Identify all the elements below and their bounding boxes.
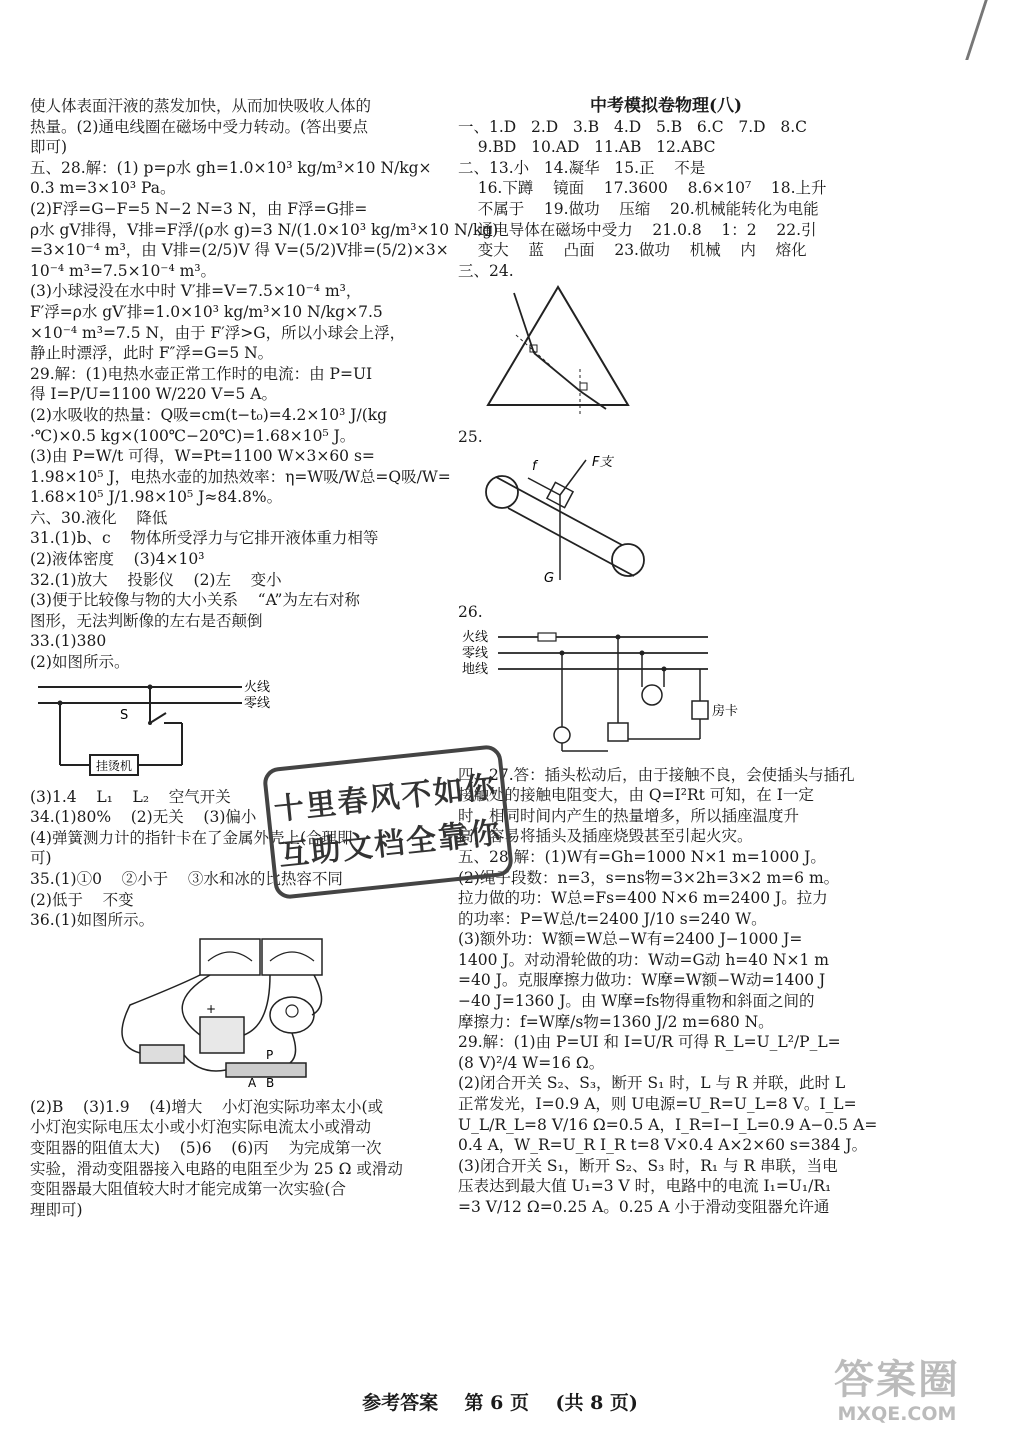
answer-line: (2)F浮=G−F=5 N−2 N=3 N，由 F浮=G排= [30, 199, 368, 218]
answer-line: (8 V)²/4 W=16 Ω。 [458, 1053, 605, 1072]
answer-line: (2)闭合开关 S₂、S₃，断开 S₁ 时，L 与 R 并联，此时 L [458, 1074, 846, 1093]
answer-line: 二、13.小 14.凝华 15.正 不是 [458, 158, 706, 177]
answer-line: 可) [30, 849, 52, 868]
figure-24-prism [458, 285, 658, 417]
answer-line: 29.解：(1)电热水壶正常工作时的电流：由 P=UI [30, 364, 373, 383]
answer-line: 高，容易将插头及插座烧毁甚至引起火灾。 [458, 827, 753, 846]
right-column [458, 96, 878, 1218]
figure-25-conveyor [458, 452, 658, 592]
answer-line: (2)水吸收的热量：Q吸=cm(t−t₀)=4.2×10³ J/(kg [30, 405, 388, 424]
fig25-gravity-label: G [544, 570, 555, 586]
answer-line: 1.98×10⁵ J，电热水壶的加热效率：η=W吸/W总=Q吸/W= [30, 467, 451, 486]
answer-line: 静止时漂浮，此时 F″浮=G=5 N。 [30, 344, 274, 363]
answer-line: ×10⁻⁴ m³=7.5 N，由于 F′浮>G，所以小球会上浮， [30, 323, 406, 342]
answer-line: 变大 蓝 凸面 23.做功 机械 内 熔化 [458, 241, 807, 260]
answer-line: 变阻器的阻值太大) (5)6 (6)丙 为完成第一次 [30, 1138, 382, 1157]
section-title: 中考模拟卷物理(八) [589, 96, 743, 116]
answer-line: U_L/R_L=8 V/16 Ω=0.5 A，I_R=I−I_L=0.9 A−0.5 A= [458, 1115, 878, 1134]
answer-line: 0.4 A，W_R=U_R I_R t=8 V×0.4 A×2×60 s=384 J。 [458, 1136, 868, 1155]
answer-line: (2)绳子段数：n=3，s=ns物=3×2h=3×2 m=6 m。 [458, 868, 840, 887]
fig36-plus-label: + [206, 1001, 217, 1016]
fig33-switch-label: S [120, 707, 129, 723]
site-watermark [812, 1358, 982, 1432]
answer-line: 35.(1)①0 ②小于 ③水和冰的比热容不同 [30, 870, 343, 888]
stamp-line-2: 互助文档全靠你 [277, 815, 504, 874]
answer-line: (2)液体密度 (3)4×10³ [30, 550, 205, 569]
figure-33-circuit [30, 677, 270, 777]
answer-line: 图形，无法判断像的左右是否颠倒 [30, 611, 263, 630]
watermark-logo-text: 答案圈 [834, 1357, 960, 1403]
answer-line: ·℃)×0.5 kg×(100℃−20℃)=1.68×10⁵ J。 [30, 426, 356, 445]
answer-line: (3)由 P=W/t 可得，W=Pt=1100 W×3×60 s= [30, 447, 375, 466]
answer-line: 使人体表面汗液的蒸发加快，从而加快吸收人体的 [30, 97, 372, 115]
q25-label: 25. [458, 428, 483, 447]
fig25-friction-label: f [532, 458, 537, 474]
answer-line: 16.下蹲 镜面 17.3600 8.6×10⁷ 18.上升 [458, 179, 827, 198]
answer-line: 热量。(2)通电线圈在磁场中受力转动。(答出要点 [30, 117, 369, 136]
answer-line: 时，相同时间内产生的热量增多，所以插座温度升 [458, 806, 800, 825]
answer-line: 的功率：P=W总/t=2400 J/10 s=240 W。 [458, 909, 767, 928]
answer-line: 即可) [30, 138, 68, 157]
answer-line: 1.68×10⁵ J/1.98×10⁵ J≈84.8%。 [30, 488, 283, 507]
answer-line: 一、1.D 2.D 3.B 4.D 5.B 6.C 7.D 8.C [458, 117, 807, 136]
answer-line: 接触处的接触电阻变大，由 Q=I²Rt 可知，在 I一定 [458, 786, 814, 805]
fig26-neutral-label: 零线 [462, 645, 489, 661]
answer-block-right-a [458, 117, 874, 282]
answer-line: 变阻器最大阻值较大时才能完成第一次实验(合 [30, 1180, 347, 1199]
answer-line: 不属于 19.做功 压缩 20.机械能转化为电能 [458, 199, 819, 218]
answer-block-left-c [30, 1097, 450, 1221]
answer-line: 实验，滑动变阻器接入电路的电阻至少为 25 Ω 或滑动 [30, 1159, 403, 1178]
figure-36-circuit [30, 935, 330, 1090]
page-edge-mark [965, 0, 1009, 60]
answer-line: (2)低于 不变 [30, 890, 134, 909]
answer-line: 摩擦力：f=W摩/s物=1360 J/2 m=680 N。 [458, 1012, 774, 1031]
answer-line: (2)B (3)1.9 (4)增大 小灯泡实际功率太小(或 [30, 1097, 384, 1116]
answer-line: (3)额外功：W额=W总−W有=2400 J−1000 J= [458, 930, 803, 949]
answer-line: 得 I=P/U=1100 W/220 V=5 A。 [30, 385, 277, 404]
answer-line: (2)如图所示。 [30, 653, 130, 672]
answer-line: 29.解：(1)由 P=UI 和 I=U/R 可得 R_L=U_L²/P_L= [458, 1033, 841, 1052]
answer-line: 34.(1)80% (2)无关 (3)偏小 [30, 808, 257, 827]
fig26-live-label: 火线 [462, 629, 489, 645]
answer-line: (3)闭合开关 S₁，断开 S₂、S₃ 时，R₁ 与 R 串联，当电 [458, 1156, 838, 1175]
answer-block-right-b [458, 765, 878, 1218]
fig33-neutral-label: 零线 [244, 695, 271, 711]
answer-line: 31.(1)b、c 物体所受浮力与它排开液体重力相等 [30, 529, 379, 548]
page-footer: 参考答案 第 6 页 (共 8 页) [362, 1392, 638, 1414]
answer-line: 拉力做的功：W总=Fs=400 N×6 m=2400 J。拉力 [458, 889, 828, 908]
answer-line: 压表达到最大值 U₁=3 V 时，电路中的电流 I₁=U₁/R₁ [458, 1177, 832, 1196]
fig36-slider-label: P [266, 1047, 274, 1062]
answer-line: 五、28.解：(1) p=ρ水 gh=1.0×10³ kg/m³×10 N/kg× [30, 158, 432, 177]
answer-line: 理即可) [30, 1200, 83, 1219]
figure-26-circuit [458, 627, 739, 755]
answer-line: 四、27.答：插头松动后，由于接触不良，会使插头与插孔 [458, 765, 855, 784]
fig33-appliance-label: 挂烫机 [95, 758, 133, 773]
answer-line: F′浮=ρ水 gV′排=1.0×10³ kg/m³×10 N/kg×7.5 [30, 302, 383, 321]
stamp-line-1: 十里春风不如你 [272, 769, 499, 828]
answer-line: =3 V/12 Ω=0.25 A。0.25 A 小于滑动变阻器允许通 [458, 1198, 830, 1216]
answer-line: (3)1.4 L₁ L₂ 空气开关 [30, 787, 231, 806]
answer-line: 小灯泡实际电压太小或小灯泡实际电流太小或滑动 [30, 1118, 372, 1137]
answer-line: (4)弹簧测力计的指针卡在了金属外壳上(合理即 [30, 828, 353, 847]
answer-line: 五、28.解：(1)W有=Gh=1000 N×1 m=1000 J。 [458, 847, 826, 866]
answer-line: 10⁻⁴ m³=7.5×10⁻⁴ m³。 [30, 261, 217, 280]
answer-line: 正常发光，I=0.9 A，则 U电源=U_R=U_L=8 V。I_L= [458, 1095, 857, 1114]
answer-line: =3×10⁻⁴ m³，由 V排=(2/5)V 得 V=(5/2)V排=(5/2)×3× [30, 241, 449, 260]
answer-line: (3)小球浸没在水中时 V′排=V=7.5×10⁻⁴ m³， [30, 282, 362, 301]
answer-line: 9.BD 10.AD 11.AB 12.ABC [458, 138, 716, 157]
answer-line: =40 J。克服摩擦力做功：W摩=W额−W动=1400 J [458, 971, 826, 990]
answer-line: 0.3 m=3×10³ Pa。 [30, 179, 176, 198]
answer-line: (3)便于比较像与物的大小关系 “A”为左右对称 [30, 591, 360, 610]
answer-line: 三、24. [458, 261, 514, 280]
fig26-card-label: 房卡 [712, 703, 739, 719]
answer-line: 33.(1)380 [30, 632, 107, 651]
answer-line: −40 J=1360 J。由 W摩=fs物得重物和斜面之间的 [458, 992, 815, 1011]
answer-line: 36.(1)如图所示。 [30, 911, 155, 930]
watermark-stamp [262, 744, 514, 900]
answer-line: 32.(1)放大 投影仪 (2)左 变小 [30, 570, 282, 589]
fig26-ground-label: 地线 [462, 661, 489, 677]
answer-line: 通电导体在磁场中受力 21.0.8 1：2 22.引 [458, 220, 817, 239]
fig36-a-label: A [248, 1075, 257, 1090]
fig36-b-label: B [266, 1075, 275, 1090]
watermark-url: MXQE.COM [837, 1403, 957, 1425]
answer-line: ρ水 gV排得，V排=F浮/(ρ水 g)=3 N/(1.0×10³ kg/m³×10 N/kg) [30, 220, 499, 239]
answer-line: 六、30.液化 降低 [30, 508, 168, 527]
fig25-support-label: F支 [592, 454, 613, 470]
fig33-live-label: 火线 [244, 679, 271, 695]
q26-label: 26. [458, 602, 483, 621]
answer-line: 1400 J。对动滑轮做的功：W动=G动 h=40 N×1 m [458, 950, 829, 969]
